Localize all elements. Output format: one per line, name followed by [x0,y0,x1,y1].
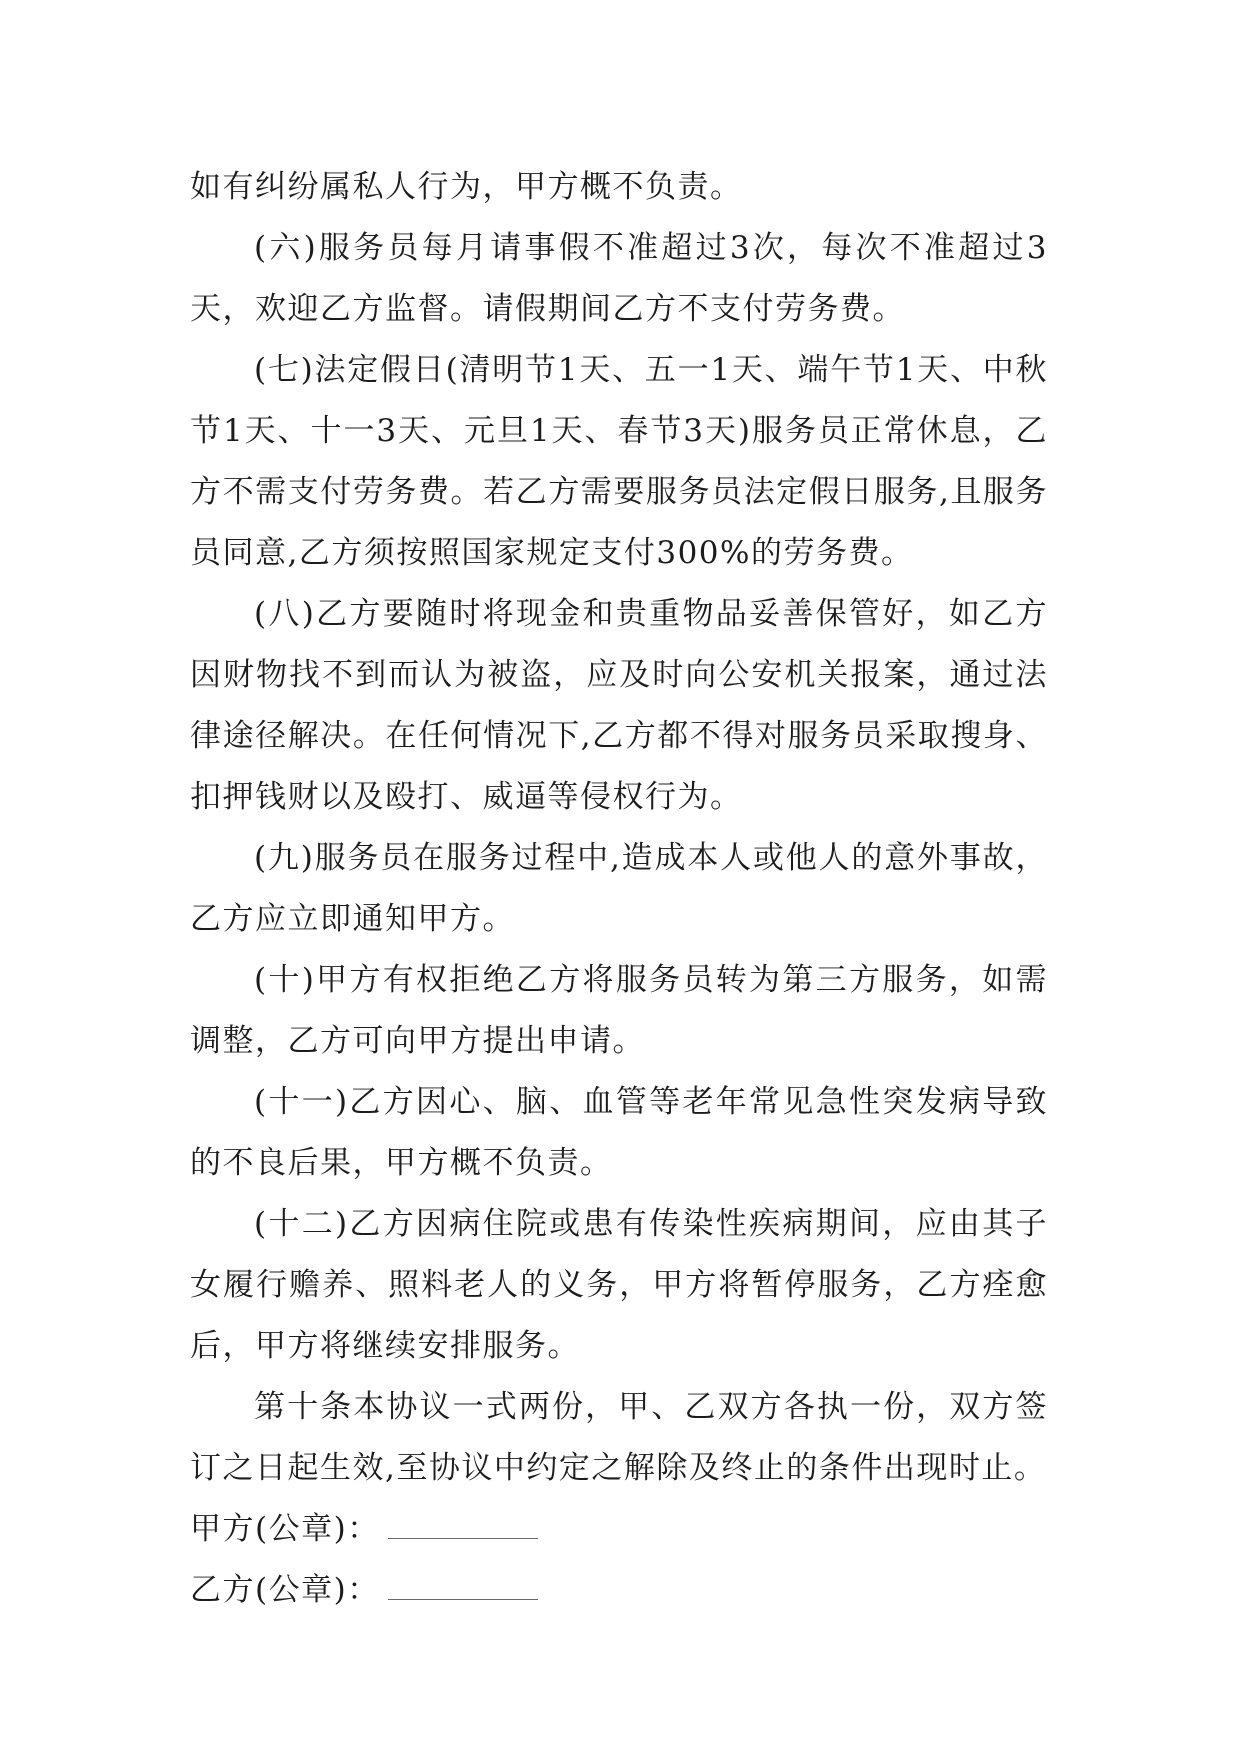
party-a-seal-label: 甲方(公章)： [190,1511,380,1547]
party-a-signature-line [190,1499,1048,1560]
paragraph-continuation: 如有纠纷属私人行为，甲方概不负责。 [190,169,743,205]
clause-10: (十)甲方有权拒绝乙方将服务员转为第三方服务，如需调整，乙方可向甲方提出申请。 [190,962,1048,1059]
clause-9: (九)服务员在服务过程中,造成本人或他人的意外事故，乙方应立即通知甲方。 [190,840,1048,937]
party-b-signature-line [190,1560,1048,1621]
article-10: 第十条本协议一式两份，甲、乙双方各执一份，双方签订之日起生效,至协议中约定之解除及终止的条件出现时止。 [190,1389,1048,1486]
party-a-signature-blank [388,1512,538,1539]
clause-7: (七)法定假日(清明节1天、五一1天、端午节1天、中秋节1天、十一3天、元旦1天、春节3天)服务员正常休息，乙方不需支付劳务费。若乙方需要服务员法定假日服务,且服务员同意,乙方须按照国家规定支付300%的劳务费。 [190,352,1048,571]
document-body [190,157,1048,1621]
clause-8: (八)乙方要随时将现金和贵重物品妥善保管好，如乙方因财物找不到而认为被盗，应及时向公安机关报案，通过法律途径解决。在任何情况下,乙方都不得对服务员采取搜身、扣押钱财以及殴打、威逼等侵权行为。 [190,596,1048,815]
party-b-seal-label: 乙方(公章)： [190,1572,380,1608]
party-b-signature-blank [388,1573,538,1600]
clause-11: (十一)乙方因心、脑、血管等老年常见急性突发病导致的不良后果，甲方概不负责。 [190,1084,1048,1181]
clause-6: (六)服务员每月请事假不准超过3次，每次不准超过3天，欢迎乙方监督。请假期间乙方不支付劳务费。 [190,230,1048,327]
clause-12: (十二)乙方因病住院或患有传染性疾病期间，应由其子女履行赡养、照料老人的义务，甲方将暂停服务，乙方痊愈后，甲方将继续安排服务。 [190,1206,1048,1364]
